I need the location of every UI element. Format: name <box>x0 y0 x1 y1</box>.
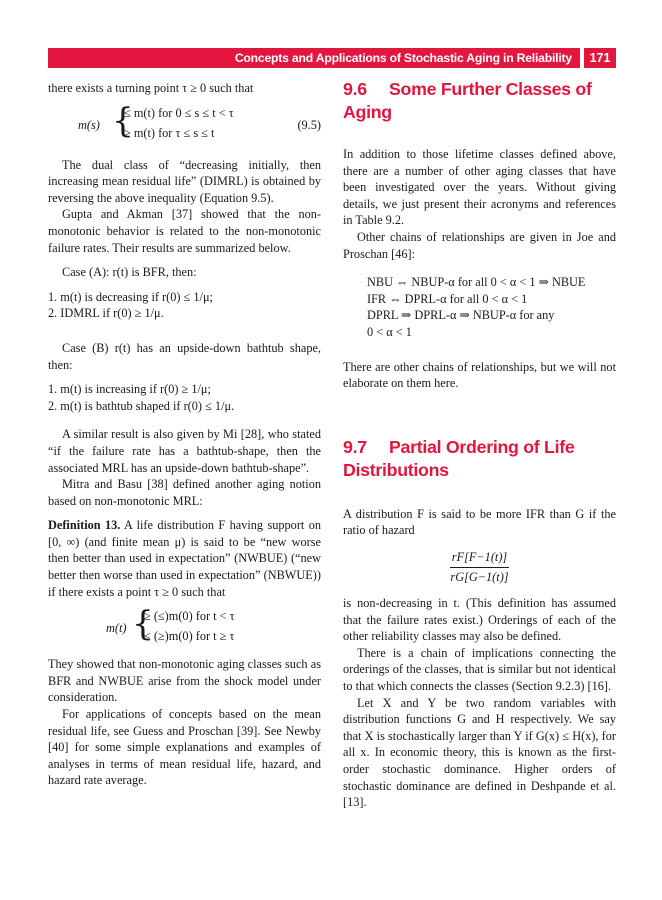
definition-label: Definition 13. <box>48 518 121 533</box>
equation-brace: { <box>112 100 134 141</box>
section-title: Aging <box>343 102 392 122</box>
left-column <box>48 80 321 789</box>
right-column <box>343 80 616 811</box>
section-number: 9.6 <box>343 79 367 99</box>
chain-line: 0 < α < 1 <box>367 324 412 339</box>
paragraph: In addition to those lifetime classes defined above, there are a number of other aging classes that have been investigated over the years. Without giving details, we just present their acronyms and references in Table 9.2. <box>343 147 616 228</box>
paragraph: For applications of concepts based on the mean residual life, see Guess and Proschan [39]. See Newby [40] for some simple explanations and examples of analyses in terms of mean residual life, hazard, and hazard rate average. <box>48 707 321 788</box>
fraction-denominator: rG[G−1(t)] <box>450 569 509 584</box>
section-title: Partial Ordering of Life <box>389 436 575 457</box>
equation-lhs: m(t) <box>106 621 127 636</box>
list-item: 2. IDMRL if r(0) ≥ 1/μ. <box>48 306 164 321</box>
section-heading-9-6 <box>343 78 616 124</box>
paragraph: The dual class of “decreasing initially, then increasing mean residual life” (DIMRL) is obtained by reversing the above inequality (Equation 9.5). <box>48 157 321 205</box>
paragraph: A distribution F is said to be more IFR than G if the ratio of hazard <box>343 506 616 538</box>
section-title: Some Further Classes of <box>389 79 592 99</box>
running-head <box>48 48 616 68</box>
section-title: Distributions <box>343 459 449 480</box>
page-number: 171 <box>584 48 616 68</box>
paragraph: There is a chain of implications connecting the orderings of the classes, that is similar but not identical to that which connects the classes (Section 9.2.3) [16]. <box>343 645 616 694</box>
definition-text: A life distribution F having support on [0, ∞) (and finite mean μ) is said to be “new worse then better than used in expectation” (NWBUE) (“new better then worse than used in expectation” (NBWUE)) if there exists a point τ ≥ 0 such that <box>48 518 321 599</box>
equation-row: ≥ m(t) for τ ≤ s ≤ t <box>124 125 215 140</box>
paragraph: A similar result is also given by Mi [28], who stated “if the failure rate has a bathtub-shape, then the associated MRL has an upside-down bathtub-shape”. <box>48 427 321 475</box>
case-b-heading: Case (B) r(t) has an upside-down bathtub shape, then: <box>48 340 321 372</box>
paragraph: Mitra and Basu [38] defined another aging notion based on non-monotonic MRL: <box>48 477 321 508</box>
running-head-title: Concepts and Applications of Stochastic Aging in Reliability <box>48 48 580 68</box>
paragraph: Gupta and Akman [37] showed that the non-monotonic behavior is related to the non-monotonic failure rates. Their results are summarized below. <box>48 207 321 255</box>
equation-brace: { <box>132 604 154 645</box>
equation-row: ≤ (≥)m(0) for t ≥ τ <box>144 629 235 644</box>
case-b-list <box>48 381 321 414</box>
list-item: 2. m(t) is bathtub shaped if r(0) ≤ 1/μ. <box>48 398 235 413</box>
chain-line: IFR ⇔ DPRL-α for all 0 < α < 1 <box>367 291 528 306</box>
definition-13 <box>48 517 321 600</box>
chain-line: NBU ⇔ NBUP-α for all 0 < α < 1 ⇒ NBUE <box>367 275 586 290</box>
section-number: 9.7 <box>343 436 367 457</box>
paragraph: There are other chains of relationships, but we will not elaborate on them here. <box>343 359 616 391</box>
list-item: 1. m(t) is decreasing if r(0) ≤ 1/μ; <box>48 289 213 304</box>
case-a-list <box>48 289 321 322</box>
list-item: 1. m(t) is increasing if r(0) ≥ 1/μ; <box>48 382 211 397</box>
hazard-ratio-fraction <box>343 549 616 585</box>
paragraph: Let X and Y be two random variables with distribution functions G and H respectively. We say that X is stochastically larger than Y if G(x) ≤ H(x), for all x. In economic theory, this is known as the first-order stochastic dominance. Higher orders of stochastic dominance are defined in Deshpande et al. [13]. <box>343 695 616 810</box>
chain-line: DPRL ⇒ DPRL-α ⇒ NBUP-α for any <box>367 308 555 323</box>
fraction-numerator: rF[F−1(t)] <box>450 549 509 568</box>
paragraph: is non-decreasing in t. (This definition has assumed that the failure rates exist.) Orderings of each of the other reliability classes may also be defined. <box>343 596 616 644</box>
section-heading-9-7 <box>343 436 616 482</box>
equation-lhs: m(s) <box>78 117 100 132</box>
case-a-heading: Case (A): r(t) is BFR, then: <box>62 265 197 280</box>
equation-row: ≥ (≤)m(0) for t < τ <box>144 609 235 624</box>
equation-number: (9.5) <box>297 117 321 132</box>
definition-equation <box>48 604 321 648</box>
chain-of-relationships <box>343 274 616 340</box>
equation-row: ≤ m(t) for 0 ≤ s ≤ t < τ <box>124 105 234 120</box>
equation-9-5 <box>48 100 321 145</box>
paragraph: there exists a turning point τ ≥ 0 such that <box>48 81 254 95</box>
paragraph: Other chains of relationships are given in Joe and Proschan [46]: <box>343 229 616 261</box>
paragraph: They showed that non-monotonic aging classes such as BFR and NWBUE arise from the shock model under consideration. <box>48 657 321 705</box>
